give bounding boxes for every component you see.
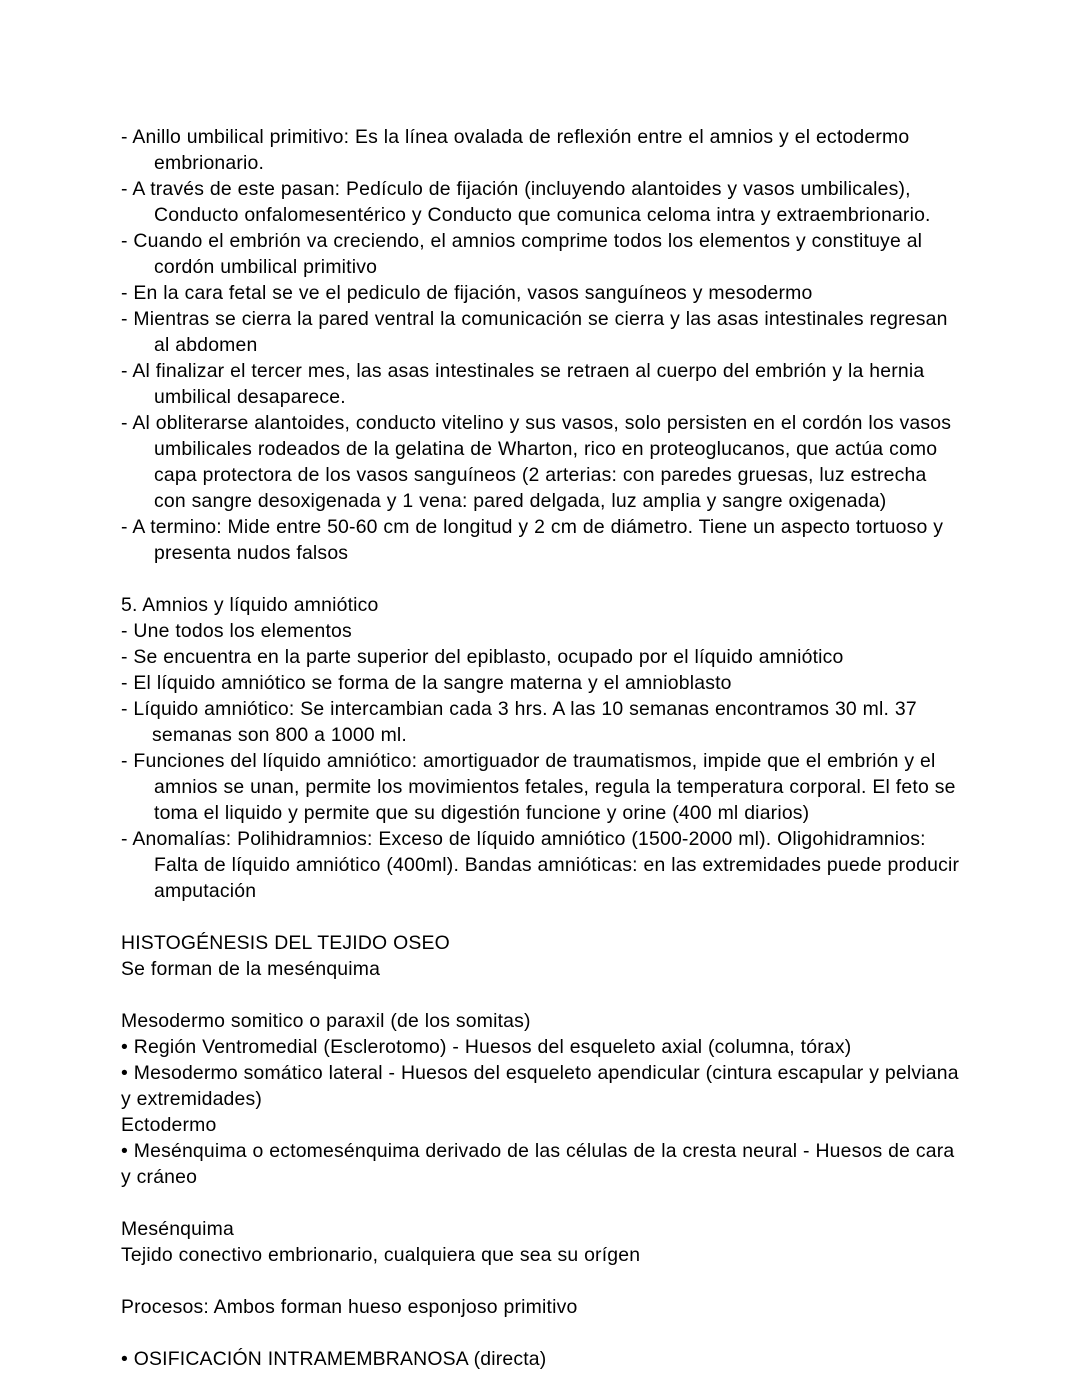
text-line: - Se encuentra en la parte superior del epiblasto, ocupado por el líquido amniótico — [121, 646, 844, 668]
text-line: - A termino: Mide entre 50-60 cm de longitud y 2 cm de diámetro. Tiene un aspecto tortuoso y presenta nudos falsos — [121, 516, 944, 564]
text-line: 5. Amnios y líquido amniótico — [121, 594, 379, 616]
text-line: - Anillo umbilical primitivo: Es la línea ovalada de reflexión entre el amnios y el ectodermo embrionario. — [121, 126, 910, 174]
text-block-mesenquima-definicion — [121, 1216, 963, 1268]
text-line: Mesodermo somitico o paraxil (de los somitas) — [121, 1010, 531, 1032]
text-block-histogenesis-tejido-oseo — [121, 930, 963, 982]
text-block-mesodermo-origenes — [121, 1008, 963, 1190]
text-line: - El líquido amniótico se forma de la sangre materna y el amnioblasto — [121, 672, 732, 694]
text-line: Procesos: Ambos forman hueso esponjoso primitivo — [121, 1296, 578, 1318]
text-line: - Al obliterarse alantoides, conducto vitelino y sus vasos, solo persisten en el cordón los vasos umbilicales rodeados de la gelatina de Wharton, rico en proteoglucanos, que actúa como capa protectora de los vasos sanguíneos (2 arterias: con paredes gruesas, luz estrecha con sangre desoxigenada y 1 vena: pared delgada, luz amplia y sangre oxigenada) — [121, 412, 952, 512]
text-line: - Líquido amniótico: Se intercambian cada 3 hrs. A las 10 semanas encontramos 30 ml. 37 semanas son 800 a 1000 ml. — [121, 698, 917, 746]
text-line: • Mesénquima o ectomesénquima derivado de las células de la cresta neural - Huesos de cara y cráneo — [121, 1140, 955, 1188]
text-line: - Mientras se cierra la pared ventral la comunicación se cierra y las asas intestinales regresan al abdomen — [121, 308, 948, 356]
text-line: Tejido conectivo embrionario, cualquiera que sea su orígen — [121, 1244, 641, 1266]
text-line: Mesénquima — [121, 1218, 234, 1240]
text-line: • OSIFICACIÓN INTRAMEMBRANOSA (directa) — [121, 1348, 547, 1370]
text-line: - Cuando el embrión va creciendo, el amnios comprime todos los elementos y constituye al cordón umbilical primitivo — [121, 230, 923, 278]
text-line: - A través de este pasan: Pedículo de fijación (incluyendo alantoides y vasos umbilicales), Conducto onfalomesentérico y Conducto que comunica celoma intra y extraembrionario. — [121, 178, 931, 226]
text-line: • Región Ventromedial (Esclerotomo) - Huesos del esqueleto axial (columna, tórax) — [121, 1036, 852, 1058]
text-block-procesos — [121, 1294, 963, 1320]
text-line: - Une todos los elementos — [121, 620, 352, 642]
text-line: - Al finalizar el tercer mes, las asas intestinales se retraen al cuerpo del embrión y la hernia umbilical desaparece. — [121, 360, 925, 408]
text-line: Se forman de la mesénquima — [121, 958, 381, 980]
text-line: - En la cara fetal se ve el pediculo de fijación, vasos sanguíneos y mesodermo — [121, 282, 813, 304]
document-text-body — [121, 124, 963, 1372]
text-line: - Anomalías: Polihidramnios: Exceso de líquido amniótico (1500-2000 ml). Oligohidramnios: Falta de líquido amniótico (400ml). Bandas amnióticas: en las extremidades puede producir amputación — [121, 828, 960, 902]
text-block-amnios-liquido-amniotico — [121, 592, 963, 904]
text-line: HISTOGÉNESIS DEL TEJIDO OSEO — [121, 932, 450, 954]
text-line: - Funciones del líquido amniótico: amortiguador de traumatismos, impide que el embrión y el amnios se unan, permite los movimientos fetales, regula la temperatura corporal. El feto se toma el liquido y permite que su digestión funcione y orine (400 ml diarios) — [121, 750, 956, 824]
text-block-osificacion-intramembranosa — [121, 1346, 963, 1372]
text-line: • Mesodermo somático lateral - Huesos del esqueleto apendicular (cintura escapular y pelviana y extremidades) — [121, 1062, 959, 1110]
text-block-umbilical-cord-notes — [121, 124, 963, 566]
text-line: Ectodermo — [121, 1114, 217, 1136]
